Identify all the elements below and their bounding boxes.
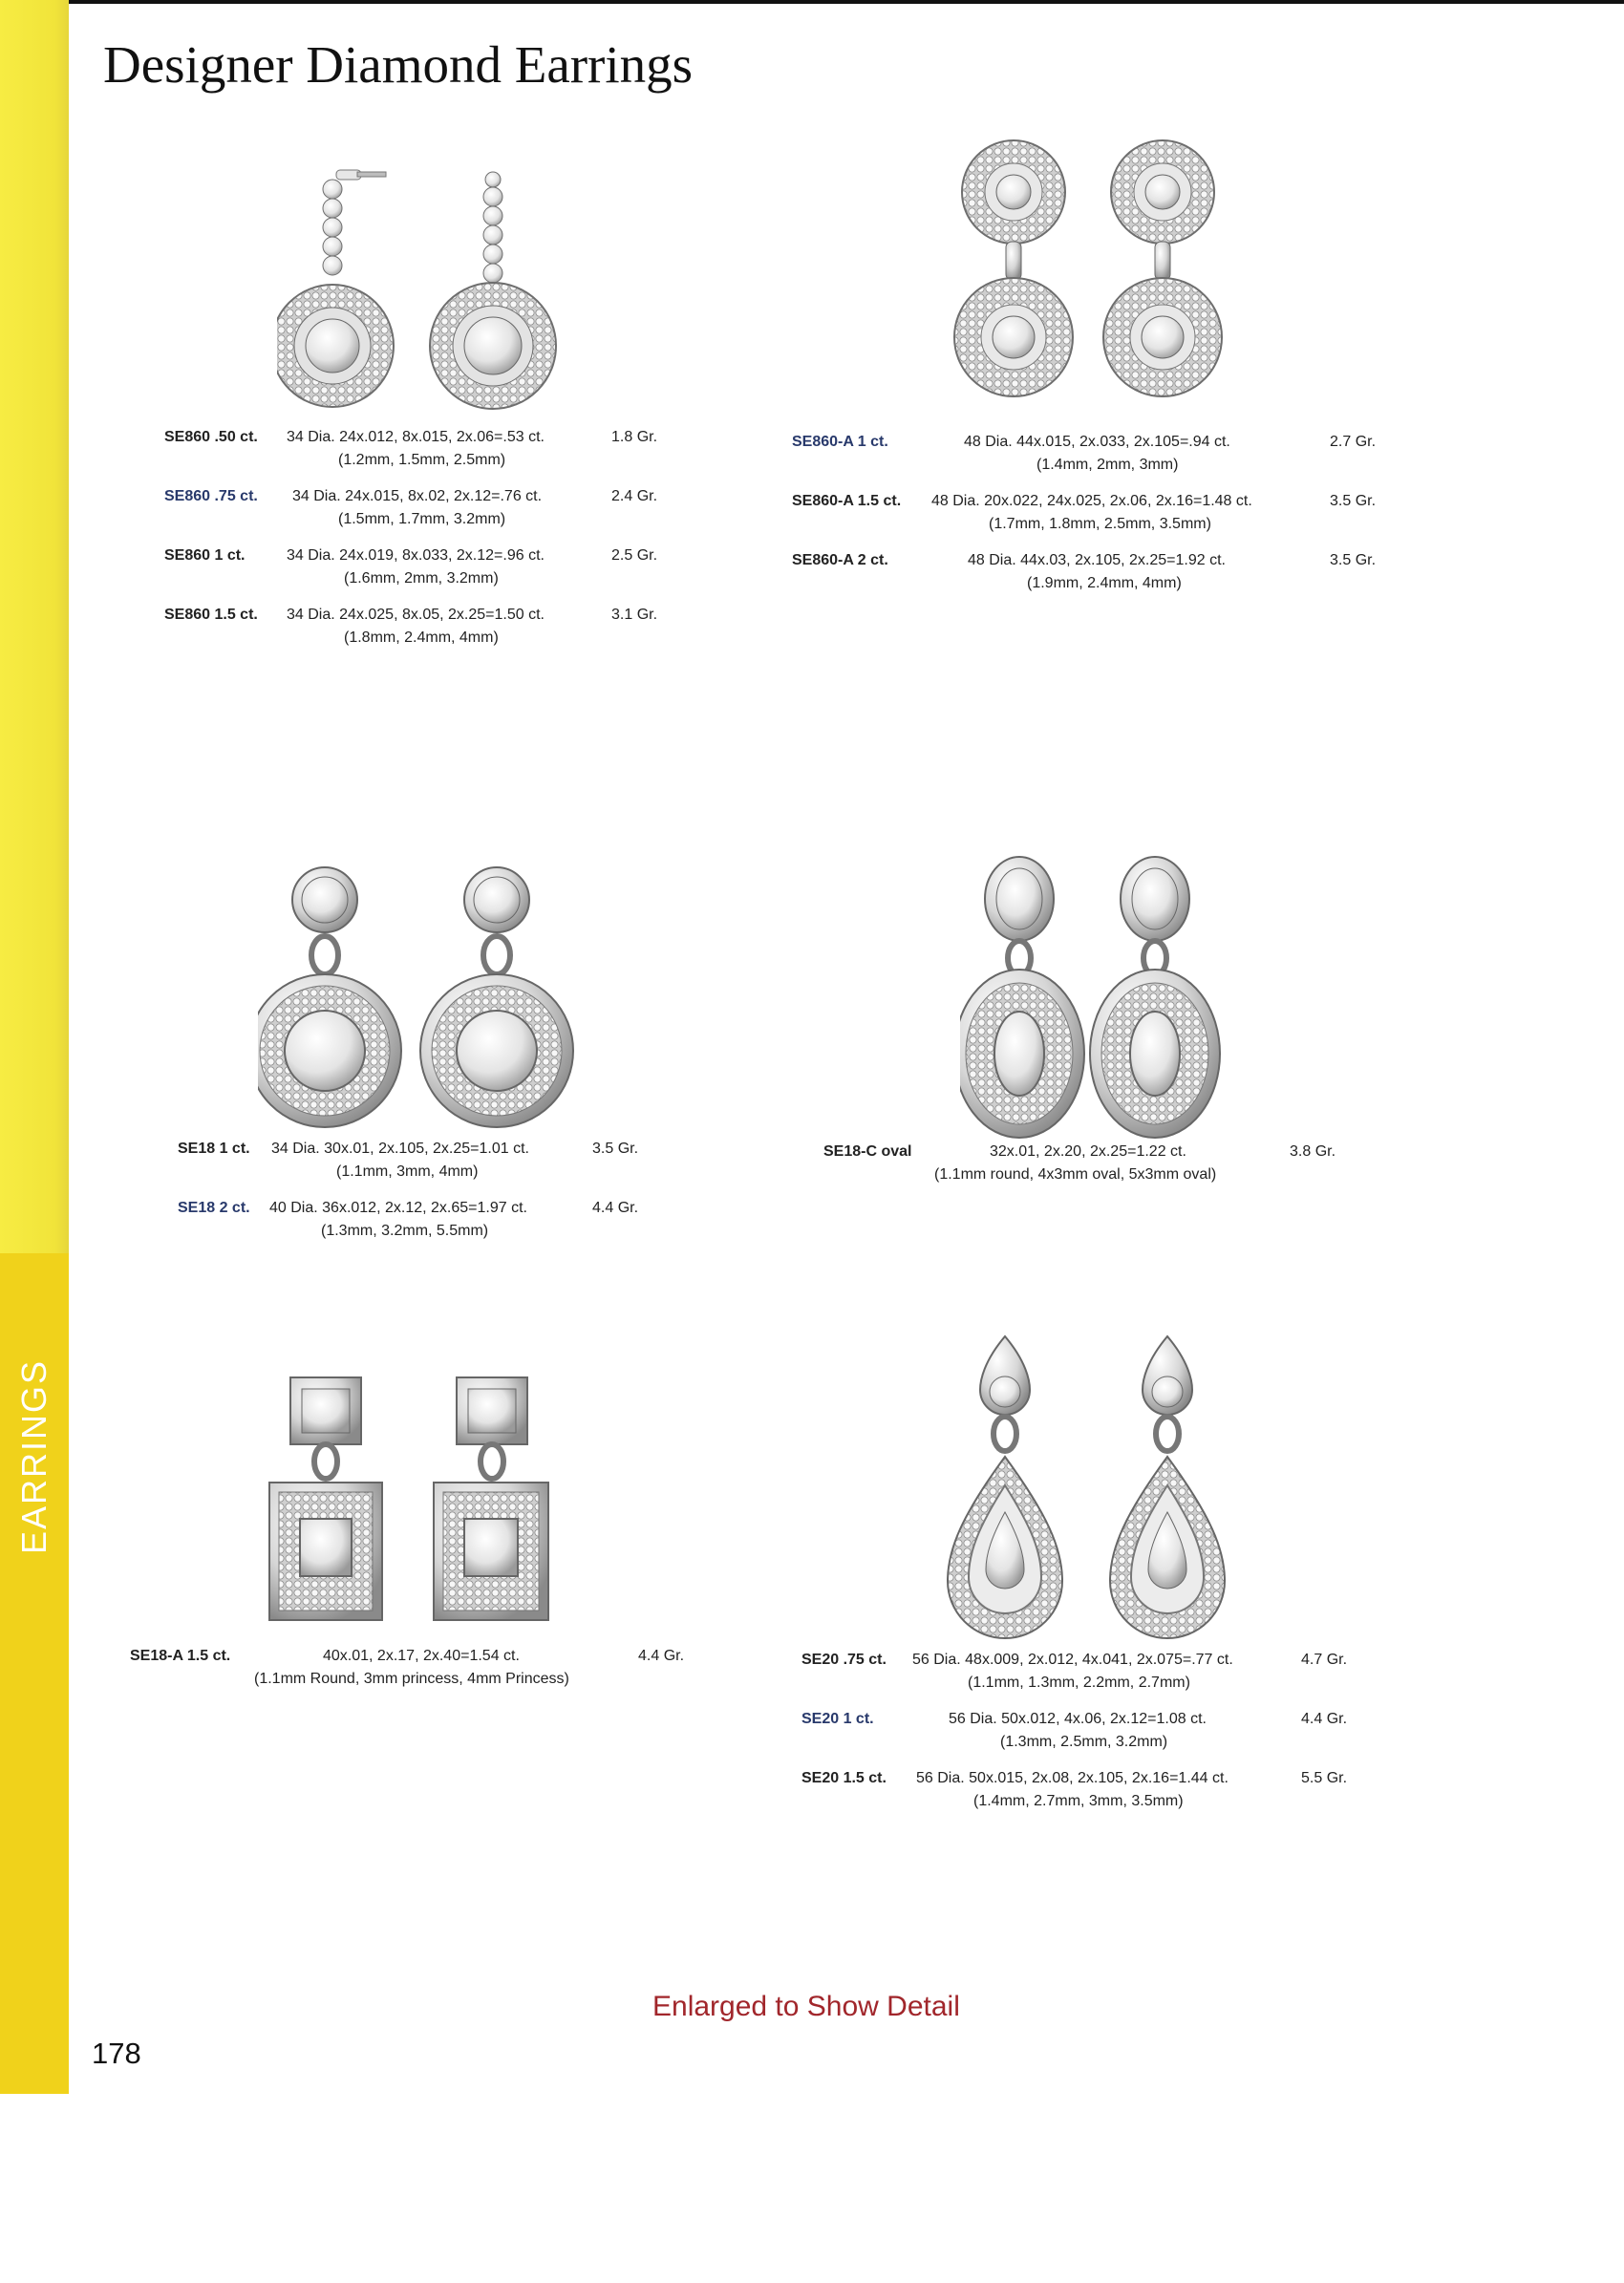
metal-weight: 3.5 Gr. bbox=[1330, 493, 1377, 509]
earring-right bbox=[1103, 140, 1222, 396]
earring-right bbox=[420, 867, 573, 1127]
spec-block-se18 bbox=[178, 1141, 674, 1259]
product-code: SE860-A 1 ct. bbox=[792, 434, 888, 450]
stone-sizes: (1.3mm, 2.5mm, 3.2mm) bbox=[1000, 1734, 1168, 1750]
spec-row bbox=[792, 552, 1384, 611]
metal-weight: 2.4 Gr. bbox=[611, 488, 658, 504]
product-code: SE860 1.5 ct. bbox=[164, 607, 258, 623]
stone-sizes: (1.3mm, 3.2mm, 5.5mm) bbox=[321, 1223, 489, 1239]
stone-detail: 48 Dia. 44x.03, 2x.105, 2x.25=1.92 ct. bbox=[968, 552, 1226, 568]
earring-left bbox=[258, 867, 401, 1127]
stone-detail: 48 Dia. 20x.022, 24x.025, 2x.06, 2x.16=1.48 ct. bbox=[931, 493, 1252, 509]
product-code: SE860 .75 ct. bbox=[164, 488, 258, 504]
stone-sizes: (1.4mm, 2.7mm, 3mm, 3.5mm) bbox=[973, 1793, 1184, 1809]
spec-row bbox=[823, 1143, 1358, 1203]
stone-detail: 34 Dia. 24x.025, 8x.05, 2x.25=1.50 ct. bbox=[287, 607, 545, 623]
spec-row bbox=[801, 1652, 1384, 1711]
spec-row bbox=[130, 1648, 703, 1707]
spec-block-se18-c bbox=[823, 1143, 1358, 1203]
spec-row bbox=[178, 1200, 674, 1259]
product-image-se18-c bbox=[960, 855, 1237, 1142]
metal-weight: 3.1 Gr. bbox=[611, 607, 658, 623]
product-code: SE20 1 ct. bbox=[801, 1711, 874, 1727]
metal-weight: 4.4 Gr. bbox=[638, 1648, 685, 1664]
spec-row bbox=[801, 1711, 1384, 1770]
section-tab-label: EARRINGS bbox=[14, 1358, 54, 1555]
product-code: SE860-A 2 ct. bbox=[792, 552, 888, 568]
spec-block-se18-a bbox=[130, 1648, 703, 1707]
spec-row bbox=[164, 547, 671, 607]
metal-weight: 3.5 Gr. bbox=[1330, 552, 1377, 568]
spec-row bbox=[792, 434, 1384, 493]
stone-detail: 34 Dia. 24x.019, 8x.033, 2x.12=.96 ct. bbox=[287, 547, 545, 564]
stone-detail: 56 Dia. 50x.012, 4x.06, 2x.12=1.08 ct. bbox=[949, 1711, 1207, 1727]
stone-sizes: (1.1mm Round, 3mm princess, 4mm Princess) bbox=[254, 1671, 569, 1687]
earring-right bbox=[430, 172, 556, 409]
earring-left bbox=[269, 1377, 382, 1620]
product-image-se860-a bbox=[951, 139, 1247, 416]
metal-weight: 1.8 Gr. bbox=[611, 429, 658, 445]
section-tab-label-box bbox=[4, 1333, 65, 1581]
spec-block-se860 bbox=[164, 429, 671, 666]
earring-right bbox=[1110, 1336, 1225, 1638]
earring-left bbox=[948, 1336, 1062, 1638]
stone-detail: 56 Dia. 48x.009, 2x.012, 4x.041, 2x.075=.77 ct. bbox=[912, 1652, 1233, 1668]
metal-weight: 4.7 Gr. bbox=[1301, 1652, 1348, 1668]
spec-row bbox=[164, 607, 671, 666]
stone-detail: 32x.01, 2x.20, 2x.25=1.22 ct. bbox=[990, 1143, 1186, 1160]
earring-left bbox=[960, 857, 1084, 1138]
stone-detail: 34 Dia. 24x.015, 8x.02, 2x.12=.76 ct. bbox=[292, 488, 543, 504]
spec-block-se860-a bbox=[792, 434, 1384, 611]
product-code: SE20 .75 ct. bbox=[801, 1652, 887, 1668]
spec-row bbox=[801, 1770, 1384, 1829]
metal-weight: 4.4 Gr. bbox=[1301, 1711, 1348, 1727]
top-border bbox=[0, 0, 1624, 4]
stone-sizes: (1.8mm, 2.4mm, 4mm) bbox=[344, 629, 499, 646]
metal-weight: 3.5 Gr. bbox=[592, 1141, 639, 1157]
product-image-se20 bbox=[946, 1333, 1232, 1648]
stone-detail: 40 Dia. 36x.012, 2x.12, 2x.65=1.97 ct. bbox=[269, 1200, 527, 1216]
product-code: SE20 1.5 ct. bbox=[801, 1770, 887, 1786]
stone-sizes: (1.1mm round, 4x3mm oval, 5x3mm oval) bbox=[934, 1166, 1217, 1183]
product-code: SE18-A 1.5 ct. bbox=[130, 1648, 231, 1664]
stone-detail: 48 Dia. 44x.015, 2x.033, 2x.105=.94 ct. bbox=[964, 434, 1230, 450]
earring-right bbox=[434, 1377, 548, 1620]
stone-sizes: (1.1mm, 1.3mm, 2.2mm, 2.7mm) bbox=[968, 1675, 1190, 1691]
stone-sizes: (1.6mm, 2mm, 3.2mm) bbox=[344, 570, 499, 587]
spec-block-se20 bbox=[801, 1652, 1384, 1829]
product-code: SE18 2 ct. bbox=[178, 1200, 250, 1216]
product-code: SE18 1 ct. bbox=[178, 1141, 250, 1157]
earring-right bbox=[1090, 857, 1220, 1138]
spec-row bbox=[164, 488, 671, 547]
spec-row bbox=[792, 493, 1384, 552]
enlarged-note: Enlarged to Show Detail bbox=[652, 1991, 960, 2022]
metal-weight: 2.7 Gr. bbox=[1330, 434, 1377, 450]
metal-weight: 4.4 Gr. bbox=[592, 1200, 639, 1216]
product-image-se18-a bbox=[267, 1374, 573, 1632]
earring-left bbox=[954, 140, 1073, 396]
product-image-se860 bbox=[277, 162, 602, 420]
stone-sizes: (1.1mm, 3mm, 4mm) bbox=[336, 1163, 479, 1180]
stone-detail: 34 Dia. 30x.01, 2x.105, 2x.25=1.01 ct. bbox=[271, 1141, 529, 1157]
product-code: SE860 .50 ct. bbox=[164, 429, 258, 445]
product-code: SE860-A 1.5 ct. bbox=[792, 493, 902, 509]
stone-sizes: (1.2mm, 1.5mm, 2.5mm) bbox=[338, 452, 506, 468]
product-code: SE18-C oval bbox=[823, 1143, 912, 1160]
stone-detail: 56 Dia. 50x.015, 2x.08, 2x.105, 2x.16=1.44 ct. bbox=[916, 1770, 1229, 1786]
page-number: 178 bbox=[92, 2037, 141, 2070]
stone-sizes: (1.7mm, 1.8mm, 2.5mm, 3.5mm) bbox=[989, 516, 1211, 532]
spec-row bbox=[178, 1141, 674, 1200]
product-image-se18 bbox=[258, 860, 583, 1146]
stone-sizes: (1.5mm, 1.7mm, 3.2mm) bbox=[338, 511, 506, 527]
metal-weight: 2.5 Gr. bbox=[611, 547, 658, 564]
page-title: Designer Diamond Earrings bbox=[103, 35, 694, 94]
product-code: SE860 1 ct. bbox=[164, 547, 246, 564]
stone-detail: 34 Dia. 24x.012, 8x.015, 2x.06=.53 ct. bbox=[287, 429, 545, 445]
metal-weight: 5.5 Gr. bbox=[1301, 1770, 1348, 1786]
stone-detail: 40x.01, 2x.17, 2x.40=1.54 ct. bbox=[323, 1648, 520, 1664]
stone-sizes: (1.4mm, 2mm, 3mm) bbox=[1036, 457, 1179, 473]
stone-sizes: (1.9mm, 2.4mm, 4mm) bbox=[1027, 575, 1182, 591]
spec-row bbox=[164, 429, 671, 488]
metal-weight: 3.8 Gr. bbox=[1290, 1143, 1336, 1160]
earring-left bbox=[277, 170, 394, 407]
